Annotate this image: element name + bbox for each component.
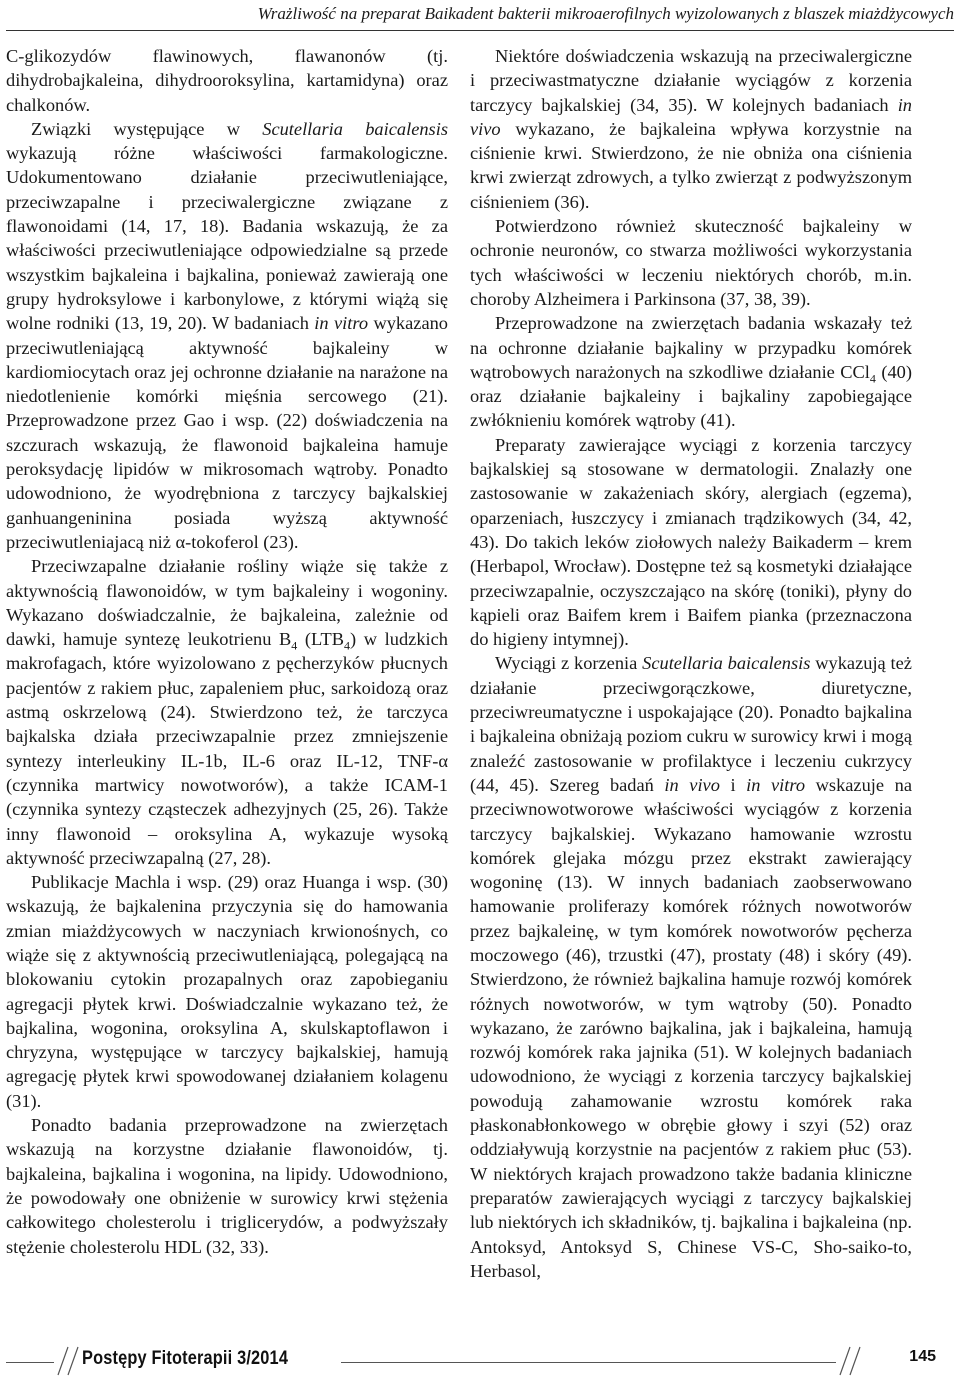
latin-term: in vivo [664, 774, 720, 795]
right-paragraph-4: Preparaty zawierające wyciągi z korzenia tarczycy bajkalskiej są stosowane w dermatologii. Znalazły one zastosowanie w zakażeniach skóry, alergiach (egzema), oparzeniach, łuszczycy i zmianach trądzikowych (34, 42, 43). Do takich leków ziołowych należy Baikaderm – krem (Herbapol, Wrocław). Dostępne też są kosmetyki działające przeciwzapalnie, oczyszczająco na skórę (toniki), płyny do kąpieli oraz Baifem krem i Baifem pianka (przeznaczona do higieny intymnej). [470, 434, 912, 650]
species-name: Scutellaria baicalensis [642, 653, 811, 674]
text-span: i [719, 774, 747, 795]
right-paragraph-1 [470, 44, 912, 214]
right-column [470, 44, 912, 1283]
left-paragraph-2 [6, 117, 448, 554]
footer-rule-right [341, 1362, 836, 1363]
text-span: wykazano, że bajkaleina wpływa korzystnie na ciśnienie krwi. Stwierdzono, że nie obniża ona ciśnienia krwi zwierząt zdrowych, a tylko zwierząt z podwyższonym ciśnieniem (36). [470, 118, 912, 212]
text-span: (LTB [297, 629, 345, 650]
subscript: 4 [291, 638, 298, 653]
left-paragraph-5: Ponadto badania przeprowadzone na zwierzętach wskazują na korzystne działanie flawonoidów, tj. bajkaleina, bajkalina i wogonina, na lipidy. Udowodniono, że powodowały one obniżenie w surowicy krwi stężenia całkowitego cholesterolu i triglicerydów, a podwyższały stężenie cholesterolu HDL (32, 33). [6, 1115, 448, 1257]
running-head: Wrażliwość na preparat Baikadent bakterii mikroaerofilnych wyizolowanych z blaszek miażdżycowych [6, 4, 954, 31]
left-paragraph-4: Publikacje Machla i wsp. (29) oraz Huanga i wsp. (30) wskazują, że bajkalenina przyczynia się do hamowania zmian miażdżycowych w naczyniach krwionośnych, co wiąże się z aktywnością przeciwutleniającą, polegającą na blokowaniu cytokin prozapalnych oraz zapobieganiu agregacji płytek krwi. Doświadczalnie wykazano też, że bajkalina, wogonina, oroksylina A, skulskaptoflawon i chryzyna, występujące w tarczycy bajkalskiej, hamują agregację płytek krwi spowodowanej działaniem kolagenu (31). [6, 872, 448, 1111]
latin-term: in vivo [470, 94, 912, 139]
text-span: ) w ludzkich makrofagach, które wyizolowano z pęcherzyków płucnych pacjentów z rakiem płuc, zapaleniem płuc, sarkoidozą oraz astmą oskrzelową (24). Stwierdzono też, że tarczyca bajkalska działa przeciwzapalnie przez zmniejszenie syntezy interleukiny IL-1b, IL-6 oraz IL-12, TNF-α (czynnika martwicy nowotworów), a także ICAM-1 (czynnika syntezy cząsteczek adhezyjnych (25, 26). Także inny flawonoid – oroksylina A, wykazuje wysoką aktywność przeciwzapalną (27, 28). [6, 629, 448, 868]
text-span: Wyciągi z korzenia [495, 653, 643, 674]
text-span: Przeprowadzone na zwierzętach badania wskazały też na ochronne działanie bajkaliny w przypadku komórek wątrobowych narażonych na szkodliwe działanie CCl [470, 313, 912, 382]
journal-name: Postępy Fitoterapii 3/2014 [82, 1348, 289, 1369]
footer-rule-left [6, 1362, 54, 1363]
text-span: Związki występujące w [31, 118, 263, 139]
page-footer [6, 1344, 954, 1374]
text-span: Przeciwzapalne działanie rośliny wiąże się także z aktywnością flawonoidów, w tym bajkaleiny i wogoniny. Wykazano doświadczalnie, że bajkaleina, zależnie od dawki, hamuje syntezę leukotrienu B [6, 556, 448, 650]
latin-term: in vitro [746, 774, 806, 795]
right-paragraph-5 [470, 651, 912, 1283]
text-span: wykazano przeciwutleniającą aktywność bajkaleiny w kardiomiocytach oraz jej ochronne działanie na narażone na niedotlenienie komórki mięśnia sercowego (21). Przeprowadzone przez Gao i wsp. (22) doświadczenia na szczurach wskazują, że flawonoid bajkaleina hamuje peroksydację lipidów w mikrosomach wątroby. Ponadto udowodniono, że wyodrębniona z tarczycy bajkalskiej ganhuangeninina posiada wyższą aktywność przeciwutleniajacą niż α-tokoferol (23). [6, 313, 448, 552]
left-paragraph-1: C-glikozydów flawinowych, flawanonów (tj. dihydrobajkaleina, dihydrooroksylina, kartamidyna) oraz chalkonów. [6, 46, 448, 115]
page-number: 145 [909, 1348, 936, 1365]
subscript: 4 [344, 638, 351, 653]
left-column [6, 44, 448, 1259]
right-paragraph-2: Potwierdzono również skuteczność bajkaleiny w ochronie neuronów, co stwarza możliwości wykorzystania tych właściwości w leczeniu niektórych chorób, m.in. choroby Alzheimera i Parkinsona (37, 38, 39). [470, 216, 912, 309]
text-span: Niektóre doświadczenia wskazują na przeciwalergiczne i przeciwastmatyczne działanie wyciągów z korzenia tarczycy bajkalskiej (34, 35). W kolejnych badaniach [470, 46, 912, 115]
text-span: wykazują różne właściwości farmakologiczne. Udokumentowano działanie przeciwutleniające, przeciwzapalne i przeciwalergiczne związane z flawonoidami (14, 17, 18). Badania wskazują, że za właściwości przeciwutleniające odpowiedzialne są przede wszystkim bajkaleina i bajkalina, ponieważ zawierają one grupy hydroksylowe i karbonylowe, z którymi wiążą się wolne rodniki (13, 19, 20). W badaniach [6, 143, 448, 334]
footer-slash-icon [66, 1346, 80, 1376]
text-span: (40) oraz działanie bajkaleiny i bajkaliny zapobiegające zwłóknieniu komórek wątroby (41). [470, 361, 912, 431]
left-paragraph-3 [6, 554, 448, 870]
footer-slash-icon [848, 1346, 862, 1376]
latin-term: in vitro [314, 313, 369, 334]
text-span: wskazuje na przeciwnowotworowe właściwości wyciągów z korzenia tarczycy bajkalskiej. Wykazano hamowanie wzrostu komórek glejaka mózgu przez ekstrakt zawierający wogoninę (13). W innych badaniach zaobserwowano hamowanie proliferazy komórek różnych nowotworów przez bajkaleinę, w tym komórek nowotworów pęcherza moczowego (46), trzustki (47), prostaty (48) i skóry (49). Stwierdzono, że również bajkalina hamuje rozwój komórek różnych nowotworów, w tym wątroby (50). Ponadto wykazano, że zarówno bajkalina, jak i bajkaleina, hamują rozwój komórek raka jajnika (51). W kolejnych badaniach udowodniono, że wyciągi z korzenia tarczycy bajkalskiej powodują zahamowanie wzrostu komórek raka płaskonabłonkowego w obrębie głowy i szyi (52) oraz oddziaływują korzystnie na pacjentów z rakiem płuc (53). W niektórych krajach prowadzono także badania kliniczne preparatów zawierających wyciągi z tarczycy bajkalskiej lub niektórych ich składników, tj. bajkalina i bajkaleina (np. Antoksyd, Antoksyd S, Chinese VS-C, Sho-saiko-to, Herbasol, [470, 774, 912, 1281]
species-name: Scutellaria baicalensis [262, 118, 448, 139]
subscript: 4 [869, 371, 876, 386]
text-span: wykazują też działanie przeciwgorączkowe, diuretyczne, przeciwreumatyczne i uspokajające (20). Ponadto bajkalina i bajkaleina obniżają poziom cukru w surowicy krwi i mogą znaleźć zastosowanie w profilaktyce i leczeniu cukrzycy (44, 45). Szereg badań [470, 653, 912, 795]
right-paragraph-3 [470, 311, 912, 432]
